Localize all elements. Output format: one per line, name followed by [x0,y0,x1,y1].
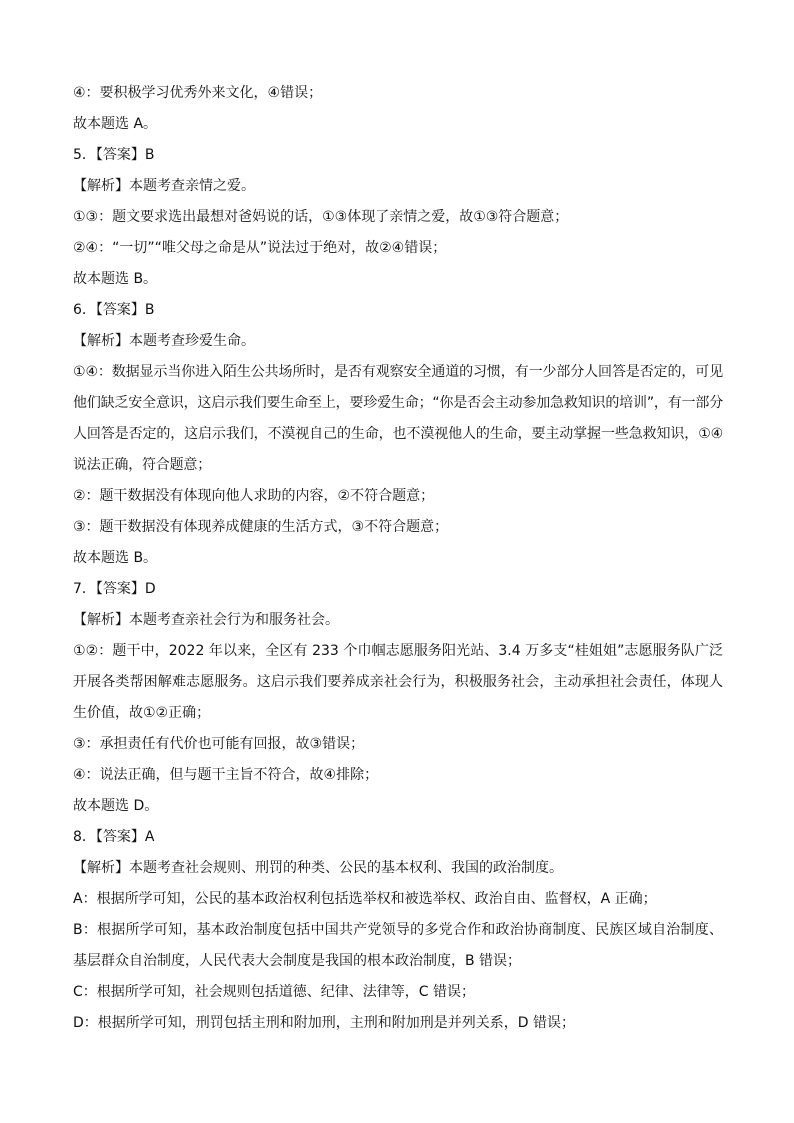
q6-option14-analysis: ①④：数据显示当你进入陌生公共场所时，是否有观察安全通道的习惯，有一少部分人回答是否定的，可见他们缺乏安全意识，这启示我们要生命至上，要珍爱生命；“你是否会主动参加急救知识的培训”，有一部分人回答是否定的，这启示我们，不漠视自己的生命，也不漠视他人的生命，要主动掌握一些急救知识，①④说法正确，符合题意； [73,364,723,473]
q7-option4-analysis: ④：说法正确，但与题干主旨不符合，故④排除； [73,767,379,783]
q5-analysis-heading: 【解析】本题考查亲情之爱。 [73,178,255,194]
q8-option-b-analysis: B：根据所学可知，基本政治制度包括中国共产党领导的多党合作和政治协商制度、民族区域自治制度、基层群众自治制度，人民代表大会制度是我国的根本政治制度，B 错误； [73,922,723,969]
q6-option3-analysis: ③：题干数据没有体现养成健康的生活方式，③不符合题意； [73,519,449,535]
q6-answer: 6．【答案】B [73,302,155,318]
q5-answer: 5．【答案】B [73,147,155,163]
q5-conclusion: 故本题选 B。 [73,271,158,287]
q5-option13-analysis: ①③：题文要求选出最想对爸妈说的话，①③体现了亲情之爱，故①③符合题意； [73,209,569,225]
q7-conclusion: 故本题选 D。 [73,798,159,814]
q5-option24-analysis: ②④：“一切”“唯父母之命是从”说法过于绝对，故②④错误； [73,240,447,256]
q6-conclusion: 故本题选 B。 [73,550,158,566]
answer-explanation-page [73,78,723,1039]
q8-analysis-heading: 【解析】本题考查社会规则、刑罚的种类、公民的基本权利、我国的政治制度。 [73,860,563,876]
q7-answer: 7．【答案】D [73,581,156,597]
q4-conclusion: 故本题选 A。 [73,116,158,132]
q8-option-c-analysis: C：根据所学可知，社会规则包括道德、纪律、法律等，C 错误； [73,984,475,1000]
q4-option4-analysis: ④：要积极学习优秀外来文化，④错误； [73,85,323,101]
q7-option3-analysis: ③：承担责任有代价也可能有回报，故③错误； [73,736,365,752]
q6-analysis-heading: 【解析】本题考查珍爱生命。 [73,333,255,349]
q7-analysis-heading: 【解析】本题考查亲社会行为和服务社会。 [73,612,339,628]
q8-option-d-analysis: D：根据所学可知，刑罚包括主刑和附加刑，主刑和附加刑是并列关系，D 错误； [73,1015,576,1031]
q6-option2-analysis: ②：题干数据没有体现向他人求助的内容，②不符合题意； [73,488,435,504]
q7-option12-analysis: ①②：题干中，2022 年以来，全区有 233 个巾帼志愿服务阳光站、3.4 万多支“桂姐姐”志愿服务队广泛开展各类帮困解难志愿服务。这启示我们要养成亲社会行为，积极服务社会，主动承担社会责任，体现人生价值，故①②正确； [73,643,723,721]
q8-answer: 8．【答案】A [73,829,155,845]
q8-option-a-analysis: A：根据所学可知，公民的基本政治权利包括选举权和被选举权、政治自由、监督权，A 正确； [73,891,657,907]
